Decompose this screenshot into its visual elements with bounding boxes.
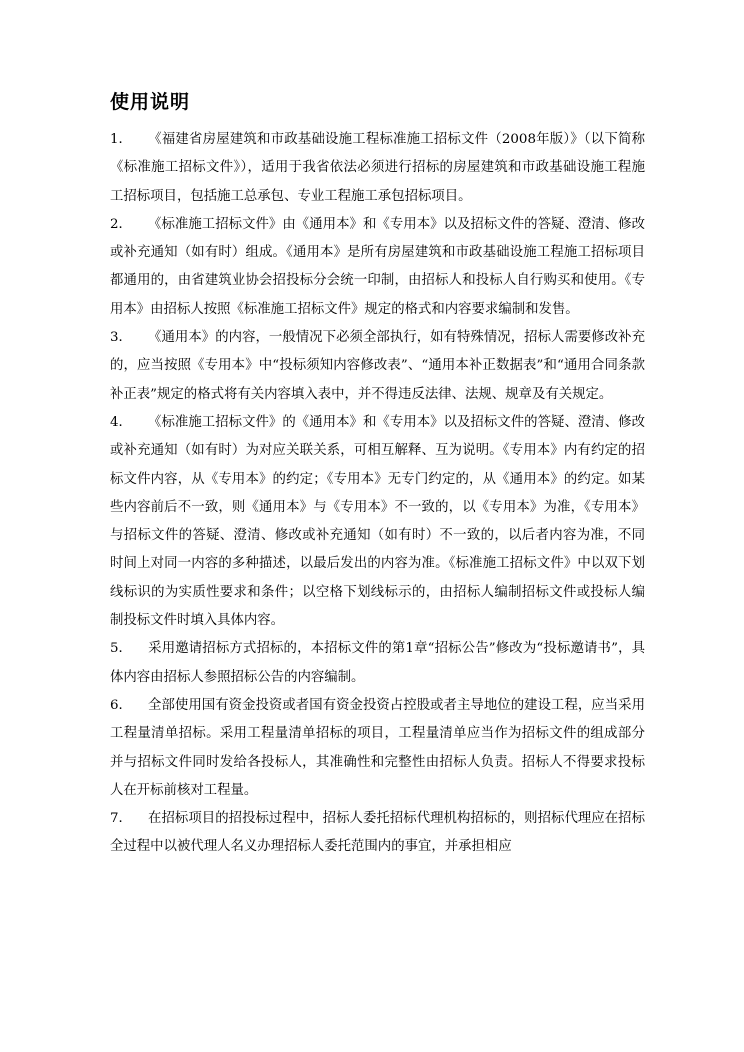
paragraph-text: 《通用本》的内容，一般情况下必须全部执行，如有特殊情况，招标人需要修改补充的，应当按照《专用本》中“投标须知内容修改表”、“通用本补正数据表”和“通用合同条款补正表”规定的格式将有关内容填入表中，并不得违反法律、法规、规章及有关规定。	[110, 330, 645, 402]
paragraph-4	[110, 409, 645, 635]
paragraph-3	[110, 324, 645, 409]
paragraph-7	[110, 805, 645, 862]
paragraph-text: 在招标项目的招投标过程中，招标人委托招标代理机构招标的，则招标代理应在招标全过程中以被代理人名义办理招标人委托范围内的事宜，并承担相应	[110, 811, 645, 855]
paragraph-number: 3．	[110, 330, 132, 346]
paragraph-number: 2．	[110, 216, 132, 232]
paragraph-number: 5．	[110, 641, 132, 657]
paragraph-text: 《标准施工招标文件》由《通用本》和《专用本》以及招标文件的答疑、澄清、修改或补充通知（如有时）组成。《通用本》是所有房屋建筑和市政基础设施工程施工招标项目都通用的，由省建筑业协会招投标分会统一印制，由招标人和投标人自行购买和使用。《专用本》由招标人按照《标准施工招标文件》规定的格式和内容要求编制和发售。	[110, 216, 645, 317]
paragraph-number: 4．	[110, 414, 132, 430]
paragraph-text: 《福建省房屋建筑和市政基础设施工程标准施工招标文件（2008年版）》（以下简称《标准施工招标文件》），适用于我省依法必须进行招标的房屋建筑和市政基础设施工程施工招标项目，包括施工总承包、专业工程施工承包招标项目。	[110, 132, 645, 204]
page-title: 使用说明	[110, 91, 191, 113]
paragraph-text: 全部使用国有资金投资或者国有资金投资占控股或者主导地位的建设工程，应当采用工程量清单招标。采用工程量清单招标的项目，工程量清单应当作为招标文件的组成部分并与招标文件同时发给各投标人，其准确性和完整性由招标人负责。招标人不得要求投标人在开标前核对工程量。	[110, 697, 645, 798]
paragraph-number: 6．	[110, 697, 132, 713]
paragraph-number: 1．	[110, 132, 132, 147]
paragraph-text: 《标准施工招标文件》的《通用本》和《专用本》以及招标文件的答疑、澄清、修改或补充通知（如有时）为对应关联关系，可相互解释、互为说明。《专用本》内有约定的招标文件内容，从《专用本》的约定；《专用本》无专门约定的，从《通用本》的约定。如某些内容前后不一致，则《通用本》与《专用本》不一致的，以《专用本》为准，《专用本》与招标文件的答疑、澄清、修改或补充通知（如有时）不一致的，以后者内容为准，不同时间上对同一内容的多种描述，以最后发出的内容为准。《标准施工招标文件》中以双下划线标识的为实质性要求和条件；以空格下划线标示的，由招标人编制招标文件或投标人编制投标文件时填入具体内容。	[110, 414, 645, 629]
paragraph-text: 采用邀请招标方式招标的，本招标文件的第1章“招标公告”修改为“投标邀请书”，具体内容由招标人参照招标公告的内容编制。	[110, 641, 645, 685]
paragraph-6	[110, 692, 645, 805]
paragraph-2	[110, 211, 645, 324]
paragraph-number: 7．	[110, 811, 132, 827]
paragraph-5	[110, 635, 645, 692]
paragraph-1	[110, 126, 645, 211]
document-body	[110, 126, 645, 862]
